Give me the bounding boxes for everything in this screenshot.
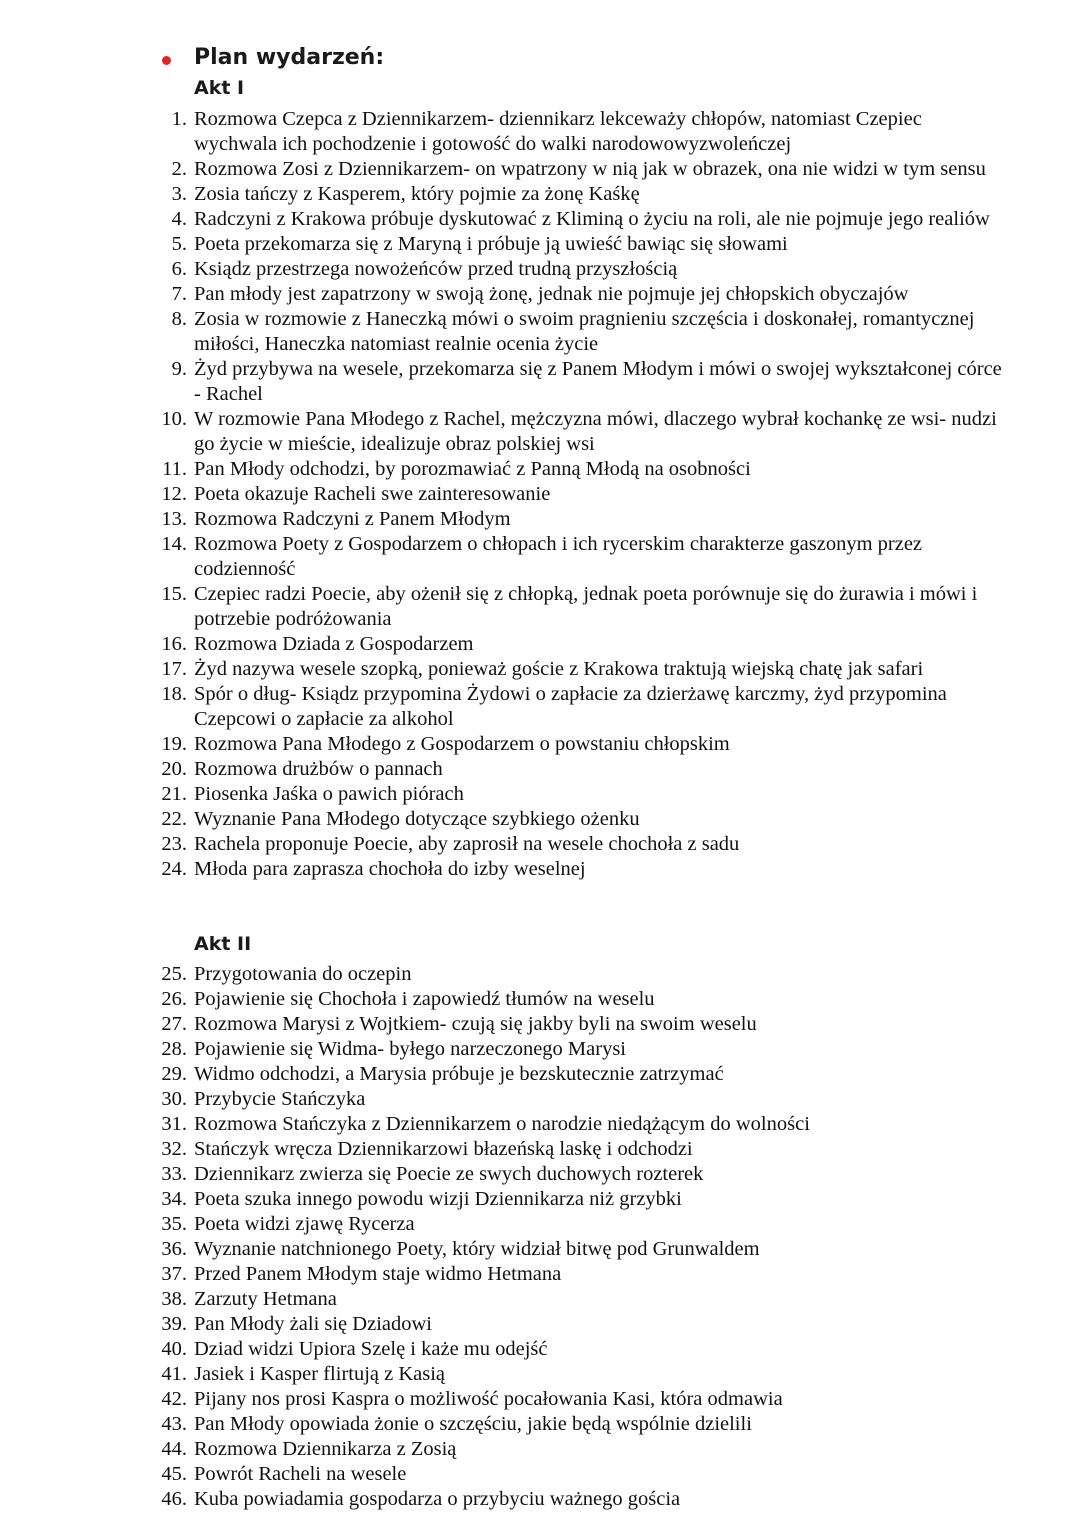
item-text: Stańczyk wręcza Dziennikarzowi błazeńską laskę i odchodzi bbox=[194, 1138, 693, 1160]
item-number: 3. bbox=[171, 183, 187, 205]
act-1-event-list bbox=[0, 107, 1080, 882]
item-text: Pojawienie się Widma- byłego narzeczonego Marysi bbox=[194, 1038, 627, 1060]
item-number: 23. bbox=[161, 833, 187, 855]
list-item bbox=[0, 962, 1080, 987]
list-item bbox=[0, 1387, 1080, 1412]
item-number: 5. bbox=[171, 233, 187, 255]
item-number: 15. bbox=[161, 583, 187, 605]
item-number: 17. bbox=[161, 658, 187, 680]
item-text: Rachela proponuje Poecie, aby zaprosił na wesele chochoła z sadu bbox=[194, 833, 740, 855]
item-number: 4. bbox=[171, 208, 187, 230]
item-text: Rozmowa Marysi z Wojtkiem- czują się jakby byli na swoim weselu bbox=[194, 1013, 757, 1035]
item-text: Wyznanie Pana Młodego dotyczące szybkiego ożenku bbox=[194, 808, 640, 830]
item-text: Poeta przekomarza się z Maryną i próbuje ją uwieść bawiąc się słowami bbox=[194, 233, 788, 255]
item-text: Ksiądz przestrzega nowożeńców przed trudną przyszłością bbox=[194, 258, 678, 280]
list-item bbox=[0, 582, 1080, 632]
item-number: 37. bbox=[161, 1263, 187, 1285]
list-item bbox=[0, 307, 1080, 357]
item-text: Poeta szuka innego powodu wizji Dziennikarza niż grzybki bbox=[194, 1188, 682, 1210]
item-number: 12. bbox=[161, 483, 187, 505]
item-text: Młoda para zaprasza chochoła do izby weselnej bbox=[194, 858, 586, 880]
item-text: Dziad widzi Upiora Szelę i każe mu odejść bbox=[194, 1338, 548, 1360]
item-number: 42. bbox=[161, 1388, 187, 1410]
item-text: Zarzuty Hetmana bbox=[194, 1288, 337, 1310]
item-text: Rozmowa Zosi z Dziennikarzem- on wpatrzony w nią jak w obrazek, ona nie widzi w tym sensu bbox=[194, 158, 986, 180]
item-number: 16. bbox=[161, 633, 187, 655]
section-title: Plan wydarzeń: bbox=[194, 45, 385, 70]
item-number: 20. bbox=[161, 758, 187, 780]
item-text: Jasiek i Kasper flirtują z Kasią bbox=[194, 1363, 446, 1385]
list-item bbox=[0, 682, 1080, 732]
list-item bbox=[0, 657, 1080, 682]
act-1-heading: Akt I bbox=[194, 77, 245, 99]
item-number: 27. bbox=[161, 1013, 187, 1035]
item-number: 25. bbox=[161, 963, 187, 985]
item-text: Powrót Racheli na wesele bbox=[194, 1463, 407, 1485]
item-number: 2. bbox=[171, 158, 187, 180]
item-text: Radczyni z Krakowa próbuje dyskutować z Kliminą o życiu na roli, ale nie pojmuje jego realiów bbox=[194, 208, 990, 230]
item-text: W rozmowie Pana Młodego z Rachel, mężczyzna mówi, dlaczego wybrał kochankę ze wsi- nudzi go życie w mieście, idealizuje obraz polskiej wsi bbox=[194, 408, 997, 455]
list-item bbox=[0, 1337, 1080, 1362]
list-item bbox=[0, 1262, 1080, 1287]
list-item bbox=[0, 632, 1080, 657]
list-item bbox=[0, 1487, 1080, 1512]
item-number: 26. bbox=[161, 988, 187, 1010]
item-number: 32. bbox=[161, 1138, 187, 1160]
list-item bbox=[0, 182, 1080, 207]
item-text: Zosia tańczy z Kasperem, który pojmie za żonę Kaśkę bbox=[194, 183, 640, 205]
item-number: 19. bbox=[161, 733, 187, 755]
item-text: Zosia w rozmowie z Haneczką mówi o swoim pragnieniu szczęścia i doskonałej, romantycznej miłości, Haneczka natomiast realnie ocenia życie bbox=[194, 308, 975, 355]
item-number: 13. bbox=[161, 508, 187, 530]
list-item bbox=[0, 232, 1080, 257]
item-text: Żyd przybywa na wesele, przekomarza się z Panem Młodym i mówi o swojej wykształconej córce - Rachel bbox=[194, 358, 1002, 405]
item-number: 38. bbox=[161, 1288, 187, 1310]
item-text: Pan Młody odchodzi, by porozmawiać z Panną Młodą na osobności bbox=[194, 458, 751, 480]
item-number: 28. bbox=[161, 1038, 187, 1060]
item-number: 39. bbox=[161, 1313, 187, 1335]
item-number: 34. bbox=[161, 1188, 187, 1210]
item-number: 33. bbox=[161, 1163, 187, 1185]
item-number: 6. bbox=[171, 258, 187, 280]
item-text: Poeta okazuje Racheli swe zainteresowanie bbox=[194, 483, 551, 505]
item-number: 35. bbox=[161, 1213, 187, 1235]
list-item bbox=[0, 987, 1080, 1012]
list-item bbox=[0, 832, 1080, 857]
list-item bbox=[0, 407, 1080, 457]
item-text: Widmo odchodzi, a Marysia próbuje je bezskutecznie zatrzymać bbox=[194, 1063, 724, 1085]
bullet-icon bbox=[162, 56, 171, 65]
list-item bbox=[0, 757, 1080, 782]
item-number: 7. bbox=[171, 283, 187, 305]
item-text: Żyd nazywa wesele szopką, ponieważ goście z Krakowa traktują wiejską chatę jak safari bbox=[194, 658, 924, 680]
list-item bbox=[0, 107, 1080, 157]
item-number: 30. bbox=[161, 1088, 187, 1110]
list-item bbox=[0, 782, 1080, 807]
list-item bbox=[0, 207, 1080, 232]
item-text: Rozmowa Dziennikarza z Zosią bbox=[194, 1438, 457, 1460]
item-text: Spór o dług- Ksiądz przypomina Żydowi o zapłacie za dzierżawę karczmy, żyd przypomina Czepcowi o zapłacie za alkohol bbox=[194, 683, 947, 730]
item-text: Kuba powiadamia gospodarza o przybyciu ważnego gościa bbox=[194, 1488, 681, 1510]
act-2-heading: Akt II bbox=[194, 933, 252, 955]
list-item bbox=[0, 1087, 1080, 1112]
act-2-event-list bbox=[0, 962, 1080, 1512]
item-text: Czepiec radzi Poecie, aby ożenił się z chłopką, jednak poeta porównuje się do żurawia i mówi i potrzebie podróżowania bbox=[194, 583, 978, 630]
item-number: 9. bbox=[171, 358, 187, 380]
list-item bbox=[0, 532, 1080, 582]
list-item bbox=[0, 1462, 1080, 1487]
item-number: 45. bbox=[161, 1463, 187, 1485]
item-text: Piosenka Jaśka o pawich piórach bbox=[194, 783, 464, 805]
list-item bbox=[0, 1012, 1080, 1037]
item-number: 8. bbox=[171, 308, 187, 330]
list-item bbox=[0, 1062, 1080, 1087]
list-item bbox=[0, 482, 1080, 507]
list-item bbox=[0, 857, 1080, 882]
item-number: 31. bbox=[161, 1113, 187, 1135]
item-number: 10. bbox=[161, 408, 187, 430]
list-item bbox=[0, 732, 1080, 757]
list-item bbox=[0, 1412, 1080, 1437]
item-number: 44. bbox=[161, 1438, 187, 1460]
item-number: 1. bbox=[171, 108, 187, 130]
item-number: 21. bbox=[161, 783, 187, 805]
list-item bbox=[0, 282, 1080, 307]
list-item bbox=[0, 157, 1080, 182]
list-item bbox=[0, 1312, 1080, 1337]
item-number: 36. bbox=[161, 1238, 187, 1260]
item-text: Rozmowa drużbów o pannach bbox=[194, 758, 443, 780]
list-item bbox=[0, 507, 1080, 532]
list-item bbox=[0, 257, 1080, 282]
item-number: 41. bbox=[161, 1363, 187, 1385]
item-text: Rozmowa Radczyni z Panem Młodym bbox=[194, 508, 511, 530]
item-number: 46. bbox=[161, 1488, 187, 1510]
item-text: Przybycie Stańczyka bbox=[194, 1088, 366, 1110]
item-text: Poeta widzi zjawę Rycerza bbox=[194, 1213, 415, 1235]
list-item bbox=[0, 1287, 1080, 1312]
item-text: Pan Młody opowiada żonie o szczęściu, jakie będą wspólnie dzielili bbox=[194, 1413, 752, 1435]
item-number: 14. bbox=[161, 533, 187, 555]
item-text: Rozmowa Poety z Gospodarzem o chłopach i ich rycerskim charakterze gaszonym przez codzienność bbox=[194, 533, 923, 580]
item-text: Pan Młody żali się Dziadowi bbox=[194, 1313, 432, 1335]
item-text: Pojawienie się Chochoła i zapowiedź tłumów na weselu bbox=[194, 988, 655, 1010]
list-item bbox=[0, 807, 1080, 832]
list-item bbox=[0, 1362, 1080, 1387]
item-text: Rozmowa Czepca z Dziennikarzem- dziennikarz lekceważy chłopów, natomiast Czepiec wychwala ich pochodzenie i gotowość do walki narodowowyzwoleńczej bbox=[194, 108, 922, 155]
list-item bbox=[0, 1212, 1080, 1237]
item-number: 29. bbox=[161, 1063, 187, 1085]
list-item bbox=[0, 1112, 1080, 1137]
list-item bbox=[0, 1037, 1080, 1062]
list-item bbox=[0, 457, 1080, 482]
item-text: Rozmowa Dziada z Gospodarzem bbox=[194, 633, 474, 655]
item-number: 24. bbox=[161, 858, 187, 880]
list-item bbox=[0, 1237, 1080, 1262]
item-text: Pan młody jest zapatrzony w swoją żonę, jednak nie pojmuje jej chłopskich obyczajów bbox=[194, 283, 909, 305]
item-text: Rozmowa Pana Młodego z Gospodarzem o powstaniu chłopskim bbox=[194, 733, 730, 755]
list-item bbox=[0, 1187, 1080, 1212]
list-item bbox=[0, 1437, 1080, 1462]
list-item bbox=[0, 1162, 1080, 1187]
item-text: Przed Panem Młodym staje widmo Hetmana bbox=[194, 1263, 562, 1285]
item-number: 43. bbox=[161, 1413, 187, 1435]
item-text: Dziennikarz zwierza się Poecie ze swych duchowych rozterek bbox=[194, 1163, 704, 1185]
item-text: Pijany nos prosi Kaspra o możliwość pocałowania Kasi, która odmawia bbox=[194, 1388, 783, 1410]
item-number: 18. bbox=[161, 683, 187, 705]
item-text: Rozmowa Stańczyka z Dziennikarzem o narodzie niedążącym do wolności bbox=[194, 1113, 810, 1135]
item-text: Przygotowania do oczepin bbox=[194, 963, 412, 985]
item-number: 22. bbox=[161, 808, 187, 830]
list-item bbox=[0, 1137, 1080, 1162]
item-number: 11. bbox=[162, 458, 187, 480]
item-number: 40. bbox=[161, 1338, 187, 1360]
list-item bbox=[0, 357, 1080, 407]
item-text: Wyznanie natchnionego Poety, który widział bitwę pod Grunwaldem bbox=[194, 1238, 760, 1260]
